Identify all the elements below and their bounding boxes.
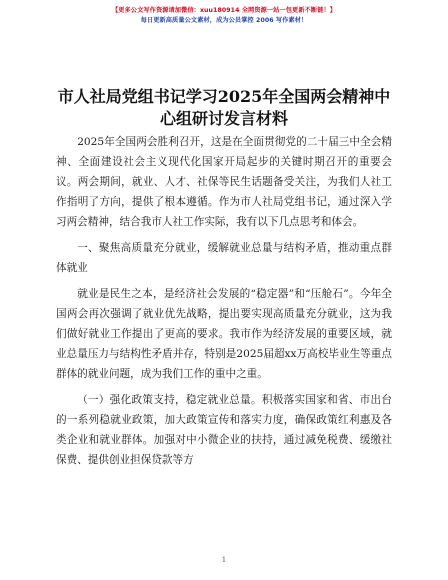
promo-line-1: 【更多公文写作资源请加微信：xuu180914 全网资源一站一包更新不断链！】 [111,7,337,14]
document-body [56,132,392,470]
page-number: 1 [221,556,227,564]
paragraph-employment: 就业是民生之本，是经济社会发展的“稳定器”和“压舱石”。今年全国两会再次强调了就业优先战略，提出要实现高质量充分就业，这为我们做好就业工作提出了更高的要求。我市作为经济发展的重要区域，就业总量压力与结构性矛盾并存，特别是2025届超xx万高校毕业生等重点群体的就业问题，成为我们工作的重中之重。 [56,288,392,380]
section-heading-1: 一、聚焦高质量充分就业，缓解就业总量与结构矛盾，推动重点群体就业 [56,242,392,274]
promo-banner [0,6,448,26]
document-title: 市人社局党组书记学习2025年全国两会精神中心组研讨发言材料 [57,87,391,128]
paragraph-intro: 2025年全国两会胜利召开，这是在全面贯彻党的二十届三中全会精神、全面建设社会主义现代化国家开局起步的关键时期召开的重要会议。两会期间，就业、人才、社保等民生话题备受关注，为我们人社工作指明了方向，提供了根本遵循。作为市人社局党组书记，通过深入学习两会精神，结合我市人社工作实际，我有以下几点思考和体会。 [56,136,392,228]
promo-line-2: 每日更新高质量公文素材，成为公员掌控 2006 写作素材！ [140,17,308,24]
paragraph-policy-support: （一）强化政策支持，稳定就业总量。积极落实国家和省、市出台的一系列稳就业政策，加大政策宣传和落实力度，确保政策红利惠及各类企业和就业群体。加强对中小微企业的扶持，通过减免税费、缓缴社保费、提供创业担保贷款等方 [56,394,392,466]
